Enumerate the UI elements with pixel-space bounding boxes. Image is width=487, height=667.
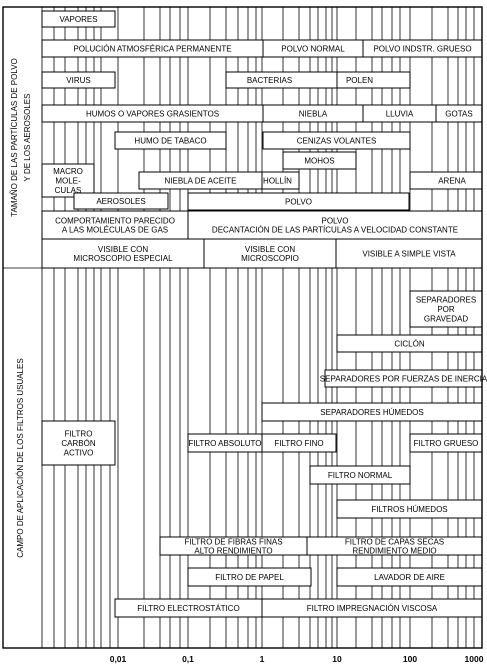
bar-polvo-label: POLVO [285, 197, 312, 207]
bar-visible-con-microscopio-label: VISIBLE CON MICROSCOPIO [241, 244, 299, 264]
x-tick-label-0-01: 0,01 [109, 654, 127, 664]
bar-macro-mole-culas-label: MACRO MOLE-CULAS [53, 167, 83, 195]
section-0-title-line-0: TAMAÑO DE LAS PARTÍCULAS DE POLVO [10, 58, 19, 217]
bar-separadores-humedos-label: SEPARADORES HÚMEDOS [320, 408, 424, 417]
bar-filtro-de-capas-secas-rendimiento-medio-label: FILTRO DE CAPAS SECAS RENDIMIENTO MEDIO [344, 537, 445, 556]
bar-filtro-de-fibras-finas-alto-rendimiento-label: FILTRO DE FIBRAS FINAS ALTO RENDIMIENTO [184, 537, 283, 556]
bar-visible-con-microscopio-especial-label: VISIBLE CON MICROSCOPIO ESPECIAL [73, 244, 173, 264]
x-tick-label-1: 1 [259, 654, 265, 664]
bar-lluvia-label: LLUVIA [385, 109, 414, 119]
bar-filtro-de-papel-label: FILTRO DE PAPEL [215, 573, 284, 582]
bar-filtro-grueso-label: FILTRO GRUESO [413, 439, 479, 448]
bar-mohos-label: MOHOS [304, 156, 335, 166]
bar-aerosoles-label: AEROSOLES [96, 197, 146, 206]
bar-filtro-carbon-activo-label: FILTRO CARBÓN ACTIVO [61, 429, 96, 458]
bar-niebla-label: NIEBLA [298, 109, 328, 119]
x-axis-tick-labels [110, 654, 484, 664]
bar-niebla-de-aceite-label: NIEBLA DE ACEITE [164, 176, 237, 186]
x-tick-label-1000: 1000 [464, 654, 484, 664]
bar-gotas-label: GOTAS [445, 109, 473, 119]
bar-humos-o-vapores-grasientos-label: HUMOS O VAPORES GRASIENTOS [85, 109, 220, 119]
bar-filtro-normal-label: FILTRO NORMAL [327, 471, 393, 480]
section-0-title-line-1: Y DE LOS AEROSOLES [23, 93, 32, 182]
bar-ciclon-label: CICLÓN [394, 339, 425, 349]
bar-hollin-label: HOLLÍN [263, 176, 292, 186]
x-tick-label-100: 100 [402, 654, 418, 664]
bar-cenizas-volantes-label: CENIZAS VOLANTES [296, 136, 377, 146]
bar-filtro-absoluto-label: FILTRO ABSOLUTO [188, 439, 262, 448]
bar-polen-label: POLEN [345, 76, 374, 85]
bar-separadores-por-gravedad-label: SEPARADORES POR GRAVEDAD [415, 295, 477, 324]
bar-polucion-atmosferica-permanente-label: POLUCIÓN ATMOSFÉRICA PERMANENTE [73, 44, 232, 54]
bar-filtro-electrostatico-label: FILTRO ELECTROSTÁTICO [137, 604, 240, 613]
bar-polvo-indstr-grueso-label: POLVO INDSTR. GRUESO [373, 44, 472, 54]
bar-polvo-normal-label: POLVO NORMAL [281, 44, 345, 54]
bar-visible-a-simple-vista-label: VISIBLE A SIMPLE VISTA [362, 249, 456, 259]
bar-comportamiento-parecido-a-las-moleculas-de-gas-label: COMPORTAMIENTO PARECIDO A LAS MOLÉCULAS DE GAS [55, 216, 175, 235]
bar-arena-label: ARENA [438, 176, 466, 186]
bar-filtro-fino-label: FILTRO FINO [274, 439, 324, 448]
x-tick-label-10: 10 [332, 654, 342, 664]
bar-virus-label: VIRUS [66, 76, 91, 85]
bar-vapores-label: VAPORES [59, 15, 98, 24]
section-1-title-line-0: CAMPO DE APLICACIÓN DE LOS FILTROS USUALES [16, 358, 25, 558]
bar-polvo-decantacion-de-las-particulas-a-velocidad-constante-label: POLVO DECANTACIÓN DE LAS PARTÍCULAS A VELOCIDAD CONSTANTE [211, 216, 459, 235]
bar-humo-de-tabaco-label: HUMO DE TABACO [134, 136, 207, 146]
bar-lavador-de-aire-label: LAVADOR DE AIRE [374, 573, 445, 582]
x-tick-label-0-1: 0,1 [182, 654, 194, 664]
bar-filtros-humedos-label: FILTROS HÚMEDOS [371, 505, 448, 514]
bar-filtro-impregnacion-viscosa-label: FILTRO IMPREGNACIÓN VISCOSA [306, 604, 438, 613]
section-titles [10, 58, 32, 558]
bar-bacterias-label: BACTERIAS [246, 76, 293, 85]
bar-separadores-por-fuerzas-de-inercia-label: SEPARADORES POR FUERZAS DE INERCIA [319, 374, 487, 384]
